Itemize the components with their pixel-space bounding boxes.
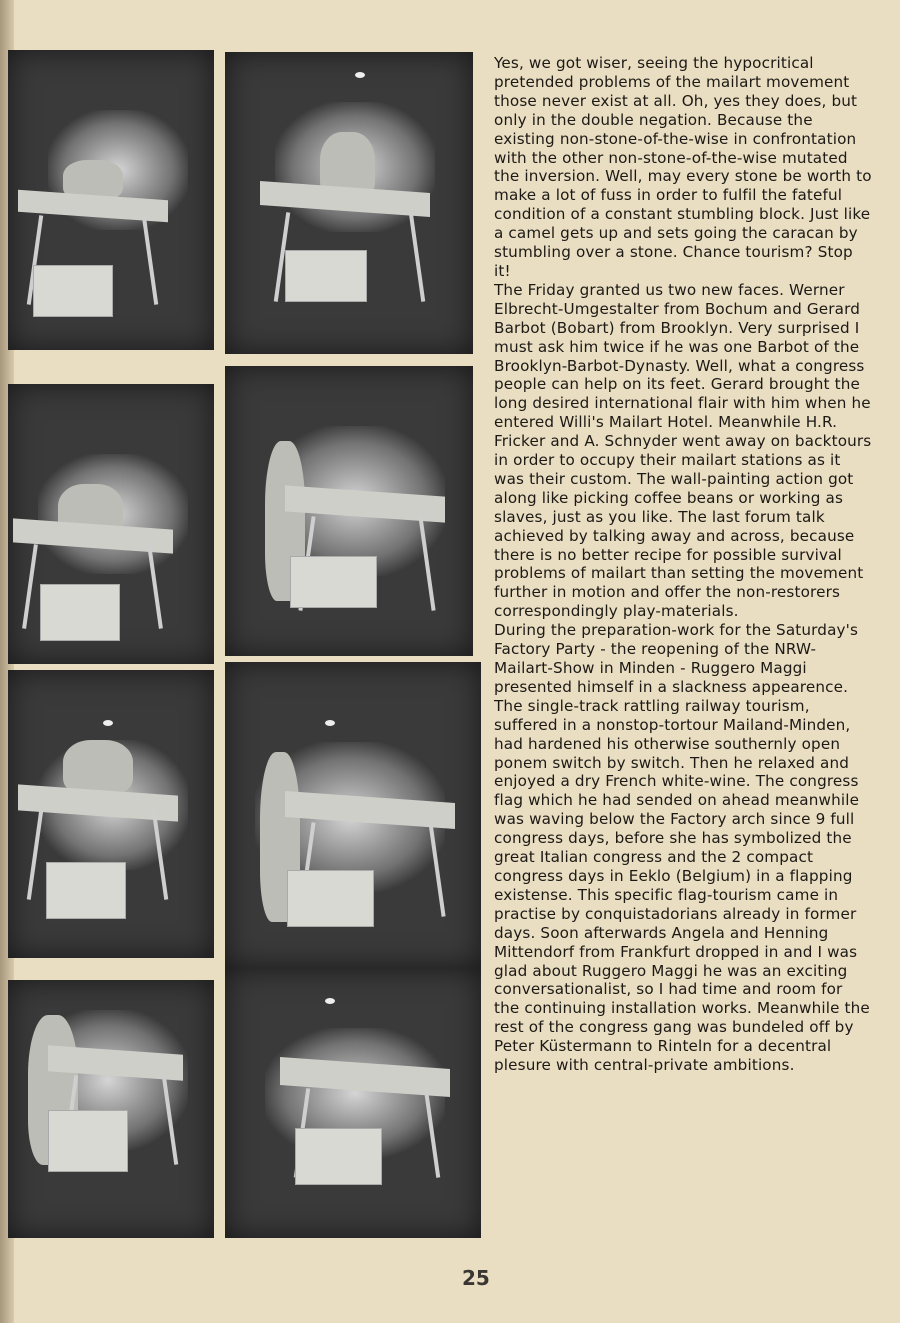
photo-4 xyxy=(225,366,473,656)
article-text xyxy=(494,54,872,1075)
article-paragraph: Yes, we got wiser, seeing the hypocritical pretended problems of the mailart movement those never exist at all. Oh, yes they does, but only in the double negation. Because the existing non-stone-of-the-wise in confrontation with the other non-stone-of-the-wise mutated the inversion. Well, may every stone be worth to make a lot of fuss in order to fulfil the fateful condition of a constant stumbling block. Just like a camel gets up and sets going the caracan by stumbling over a stone. Chance tourism? Stop it! xyxy=(494,54,872,280)
photo-8 xyxy=(225,968,481,1238)
photo-strip xyxy=(8,48,484,1240)
photo-5 xyxy=(8,670,214,958)
photo-1 xyxy=(8,50,214,350)
photo-3 xyxy=(8,384,214,664)
article-paragraph: During the preparation-work for the Saturday's Factory Party - the reopening of the NRW-Mailart-Show in Minden - Ruggero Maggi presented himself in a slackness appearence. The single-track rattling railway tourism, suffered in a nonstop-tortour Mailand-Minden, had hardened his otherwise southernly open ponem switch by switch. Then he relaxed and enjoyed a dry French white-wine. The congress flag which he had sended on ahead meanwhile was waving below the Factory arch since 9 full congress days, before she has symbolized the great Italian congress and the 2 compact congress days in Eeklo (Belgium) in a flapping existense. This specific flag-tourism came in practise by conquistadorians already in former days. Soon afterwards Angela and Henning Mittendorf from Frankfurt dropped in and I was glad about Ruggero Maggi he was an exciting conversationalist, so I had time and room for the continuing installation works. Meanwhile the rest of the congress gang was bundeled off by Peter Küstermann to Rinteln for a decentral plesure with central-private ambitions. xyxy=(494,621,870,1075)
article-paragraph: The Friday granted us two new faces. Werner Elbrecht-Umgestalter from Bochum and Gerard Barbot (Bobart) from Brooklyn. Very surprised I must ask him twice if he was one Barbot of the Brooklyn-Barbot-Dynasty. Well, what a congress people can help on its feet. Gerard brought the long desired international flair with him when he entered Willi's Mailart Hotel. Meanwhile H.R. Fricker and A. Schnyder went away on backtours in order to occupy their mailart stations as it was their custom. The wall-painting action got along like picking coffee beans or working as slaves, just as you like. The last forum talk achieved by talking away and across, because there is no better recipe for possible survival problems of mailart than setting the movement further in motion and offer the non-restorers correspondingly play-materials. xyxy=(494,280,872,621)
photo-6 xyxy=(225,662,481,968)
photo-7 xyxy=(8,980,214,1238)
photo-2 xyxy=(225,52,473,354)
page-number: 25 xyxy=(462,1266,490,1290)
